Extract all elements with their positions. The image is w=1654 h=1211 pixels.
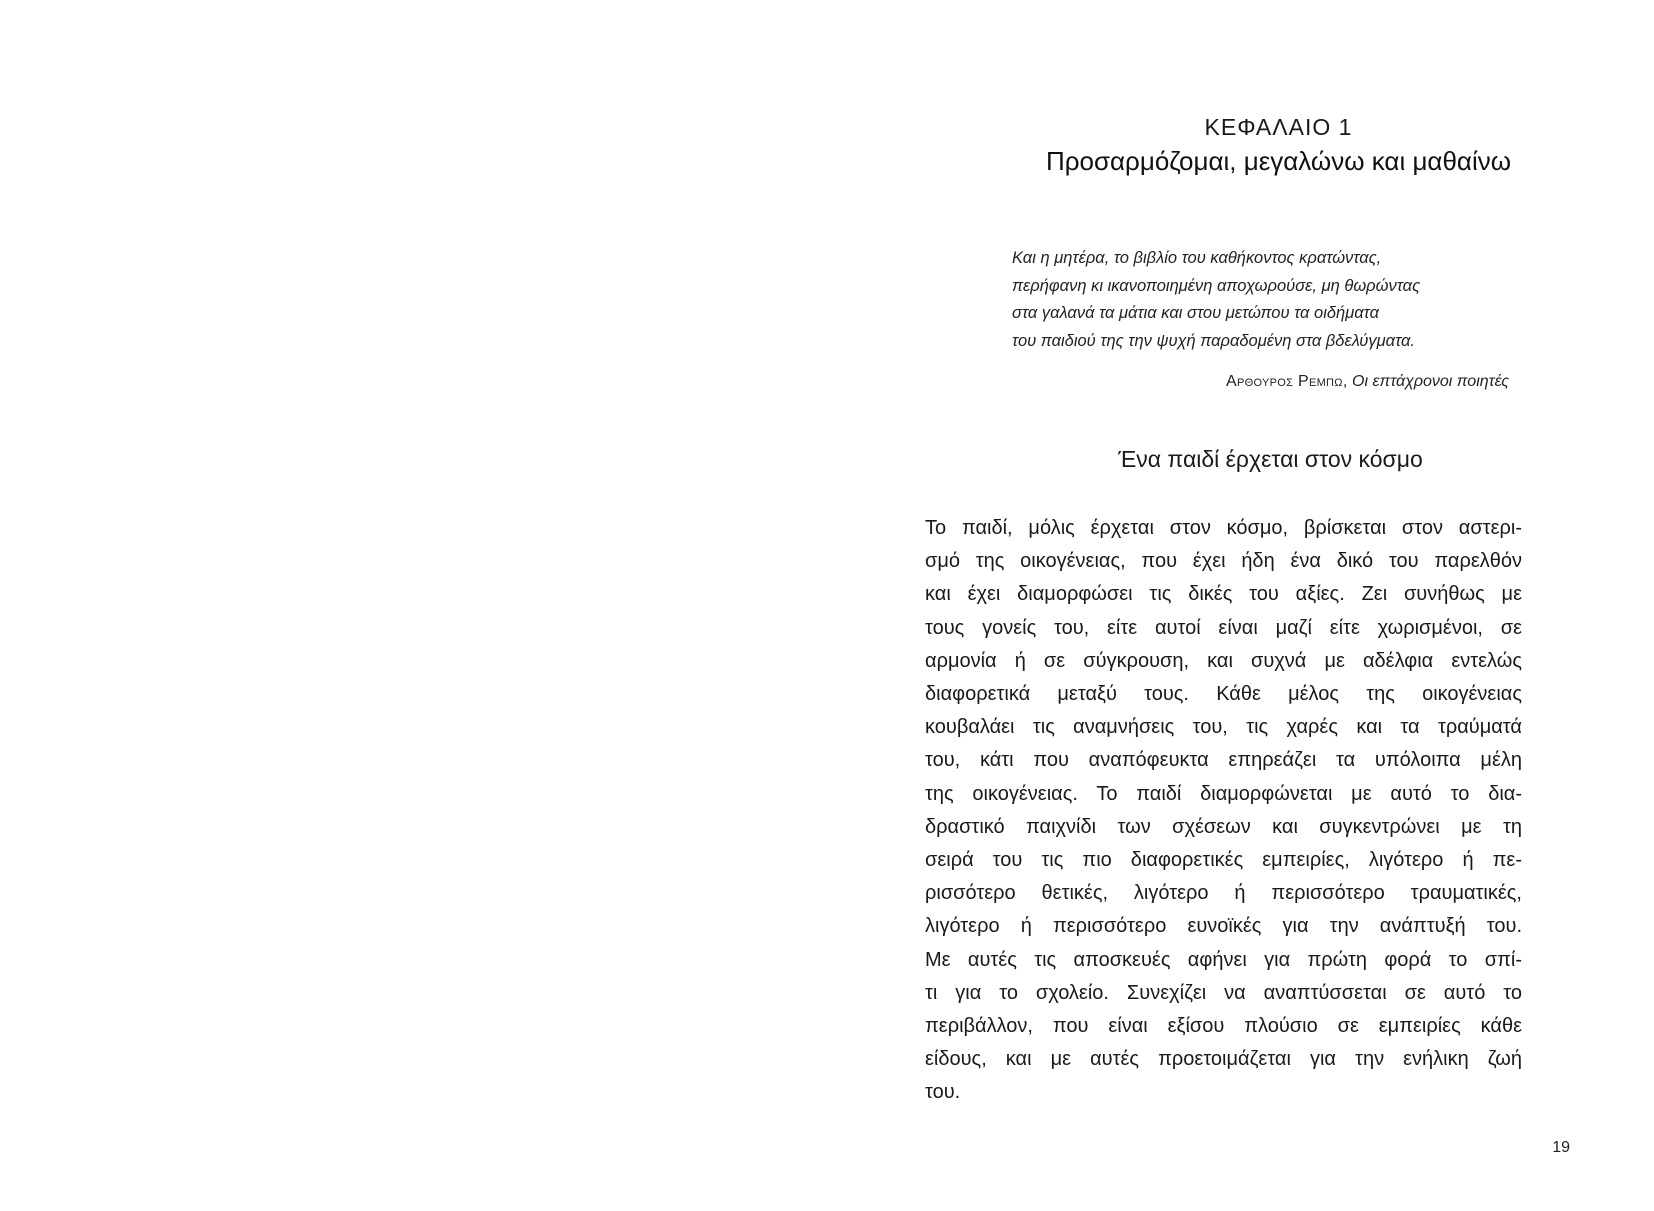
body-line: Με αυτές τις αποσκευές αφήνει για πρώτη φορά το σπί- xyxy=(925,948,1522,971)
epigraph-line: του παιδιού της την ψυχή παραδομένη στα βδελύγματα. xyxy=(1012,331,1416,350)
right-page xyxy=(827,0,1654,1211)
page-number: 19 xyxy=(1552,1139,1570,1156)
body-line: σμό της οικογένειας, που έχει ήδη ένα δικό του παρελθόν xyxy=(925,550,1522,573)
body-line: αρμονία ή σε σύγκρουση, και συχνά με αδέλφια εντελώς xyxy=(925,649,1522,672)
epigraph-work: Οι επτάχρονοι ποιητές xyxy=(1352,373,1509,390)
body-line: κουβαλάει τις αναμνήσεις του, τις χαρές και τα τραύματά xyxy=(925,716,1522,739)
body-line: τους γονείς του, είτε αυτοί είναι μαζί είτε χωρισμένοι, σε xyxy=(925,616,1522,639)
body-line: ρισσότερο θετικές, λιγότερο ή περισσότερο τραυματικές, xyxy=(925,882,1522,905)
epigraph xyxy=(1012,245,1522,355)
body-line: τι για το σχολείο. Συνεχίζει να αναπτύσσεται σε αυτό το xyxy=(925,981,1522,1004)
body-paragraph xyxy=(925,512,1522,1110)
body-line: σειρά του τις πιο διαφορετικές εμπειρίες, λιγότερο ή πε- xyxy=(925,849,1522,872)
chapter-title: Προσαρμόζομαι, μεγαλώνω και μαθαίνω xyxy=(1045,146,1512,176)
epigraph-line: στα γαλανά τα μάτια και στου μετώπου τα οιδήματα xyxy=(1012,304,1379,322)
epigraph-line: Και η μητέρα, το βιβλίο του καθήκοντος κρατώντας, xyxy=(1012,249,1382,267)
body-line: δραστικό παιχνίδι των σχέσεων και συγκεντρώνει με τη xyxy=(925,815,1522,838)
body-line: του. xyxy=(925,1081,961,1104)
body-line: και έχει διαμορφώσει τις δικές του αξίες. Ζει συνήθως με xyxy=(925,583,1522,606)
body-line: Το παιδί, μόλις έρχεται στον κόσμο, βρίσκεται στον αστερι- xyxy=(925,517,1522,539)
epigraph-attribution xyxy=(1226,373,1509,391)
body-line: περιβάλλον, που είναι εξίσου πλούσιο σε εμπειρίες κάθε xyxy=(925,1015,1522,1038)
epigraph-line: περήφανη κι ικανοποιημένη αποχωρούσε, μη θωρώντας xyxy=(1012,276,1421,295)
body-line: διαφορετικά μεταξύ τους. Κάθε μέλος της οικογένειας xyxy=(925,683,1522,706)
body-line: λιγότερο ή περισσότερο ευνοϊκές για την ανάπτυξή του. xyxy=(925,915,1522,938)
chapter-label: ΚΕΦΑΛΑΙΟ 1 xyxy=(1204,114,1353,140)
section-heading: Ένα παιδί έρχεται στον κόσμο xyxy=(1118,446,1423,472)
body-line: του, κάτι που αναπόφευκτα επηρεάζει τα υπόλοιπα μέλη xyxy=(925,749,1522,772)
body-line: είδους, και με αυτές προετοιμάζεται για την ενήλικη ζωή xyxy=(925,1048,1522,1071)
body-line: της οικογένειας. Το παιδί διαμορφώνεται με αυτό το δια- xyxy=(925,782,1522,805)
epigraph-author: Αρθουρος Ρεμπω, xyxy=(1226,373,1348,390)
